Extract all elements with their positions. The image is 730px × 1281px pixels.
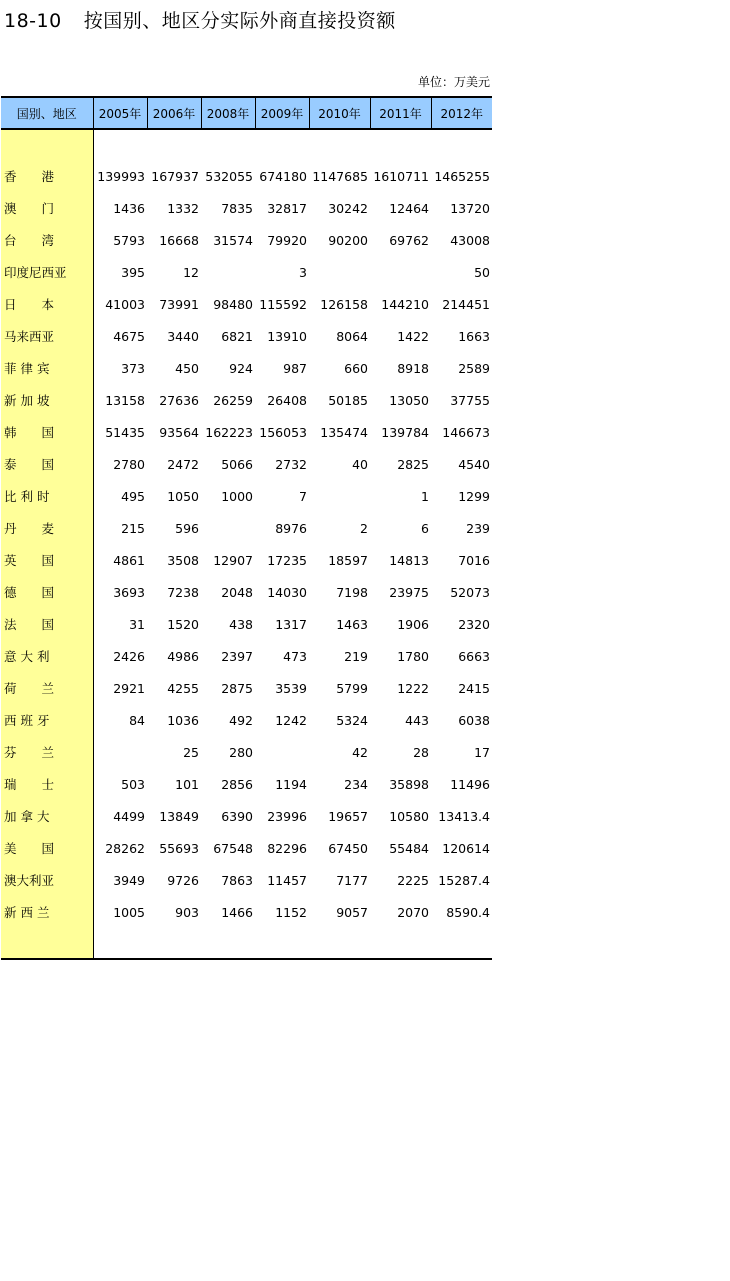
table-row xyxy=(1,416,492,448)
column-header: 2008年 xyxy=(201,97,255,129)
row-label: 泰 国 xyxy=(1,448,93,480)
cell-value: 5793 xyxy=(113,232,145,248)
column-header: 2010年 xyxy=(309,97,370,129)
cell-value: 2472 xyxy=(167,456,199,472)
cell-value: 23975 xyxy=(389,584,429,600)
cell-value: 7177 xyxy=(336,872,368,888)
table-row xyxy=(1,672,492,704)
cell-value: 11496 xyxy=(450,776,490,792)
cell-value: 82296 xyxy=(267,840,307,856)
cell-value: 31 xyxy=(129,616,145,632)
table-row xyxy=(1,608,492,640)
cell-value: 146673 xyxy=(442,424,490,440)
spacer-row xyxy=(1,129,492,160)
cell-value: 280 xyxy=(229,744,253,760)
cell-value: 6 xyxy=(421,520,429,536)
table-row xyxy=(1,256,492,288)
row-label: 荷 兰 xyxy=(1,672,93,704)
cell-value: 1000 xyxy=(221,488,253,504)
cell-value: 67450 xyxy=(328,840,368,856)
cell-value: 50185 xyxy=(328,392,368,408)
row-label: 加 拿 大 xyxy=(1,800,93,832)
table-row xyxy=(1,736,492,768)
cell-value: 7 xyxy=(299,488,307,504)
cell-value: 35898 xyxy=(389,776,429,792)
table-row xyxy=(1,288,492,320)
cell-value: 2048 xyxy=(221,584,253,600)
cell-value xyxy=(255,736,309,768)
cell-value xyxy=(201,256,255,288)
cell-value: 4499 xyxy=(113,808,145,824)
cell-value: 2856 xyxy=(221,776,253,792)
row-label: 瑞 士 xyxy=(1,768,93,800)
cell-value: 2070 xyxy=(397,904,429,920)
cell-value: 2589 xyxy=(458,360,490,376)
column-header: 2009年 xyxy=(255,97,309,129)
page-title xyxy=(4,6,396,33)
table-row xyxy=(1,576,492,608)
row-label: 西 班 牙 xyxy=(1,704,93,736)
cell-value: 19657 xyxy=(328,808,368,824)
cell-value: 987 xyxy=(283,360,307,376)
row-label: 新 西 兰 xyxy=(1,896,93,928)
cell-value: 10580 xyxy=(389,808,429,824)
cell-value: 495 xyxy=(121,488,145,504)
cell-value: 11457 xyxy=(267,872,307,888)
cell-value: 28262 xyxy=(105,840,145,856)
cell-value: 1780 xyxy=(397,648,429,664)
table-row xyxy=(1,704,492,736)
table-row xyxy=(1,160,492,192)
cell-value: 3949 xyxy=(113,872,145,888)
cell-value: 2780 xyxy=(113,456,145,472)
cell-value: 4861 xyxy=(113,552,145,568)
column-header: 2011年 xyxy=(370,97,431,129)
table-row xyxy=(1,384,492,416)
cell-value: 12907 xyxy=(213,552,253,568)
cell-value: 73991 xyxy=(159,296,199,312)
cell-value: 503 xyxy=(121,776,145,792)
cell-value: 13413.4 xyxy=(438,808,490,824)
fdi-table xyxy=(1,96,492,960)
cell-value: 395 xyxy=(121,264,145,280)
cell-value: 6038 xyxy=(458,712,490,728)
row-label: 美 国 xyxy=(1,832,93,864)
table-row xyxy=(1,896,492,928)
header-row xyxy=(1,97,492,129)
cell-value: 84 xyxy=(129,712,145,728)
table-row xyxy=(1,640,492,672)
cell-value: 239 xyxy=(466,520,490,536)
cell-value xyxy=(370,256,431,288)
table-row xyxy=(1,448,492,480)
cell-value: 144210 xyxy=(381,296,429,312)
cell-value: 135474 xyxy=(320,424,368,440)
table-number: 18-10 xyxy=(4,10,62,32)
cell-value: 13910 xyxy=(267,328,307,344)
table-row xyxy=(1,544,492,576)
cell-value: 1317 xyxy=(275,616,307,632)
row-label: 法 国 xyxy=(1,608,93,640)
cell-value: 596 xyxy=(175,520,199,536)
cell-value: 28 xyxy=(413,744,429,760)
cell-value: 27636 xyxy=(159,392,199,408)
cell-value: 532055 xyxy=(205,168,253,184)
cell-value: 660 xyxy=(344,360,368,376)
cell-value: 3508 xyxy=(167,552,199,568)
cell-value: 12 xyxy=(183,264,199,280)
cell-value: 1 xyxy=(421,488,429,504)
cell-value: 9726 xyxy=(167,872,199,888)
cell-value: 25 xyxy=(183,744,199,760)
cell-value: 162223 xyxy=(205,424,253,440)
cell-value: 17235 xyxy=(267,552,307,568)
table-row xyxy=(1,800,492,832)
cell-value: 7016 xyxy=(458,552,490,568)
cell-value: 2320 xyxy=(458,616,490,632)
cell-value: 23996 xyxy=(267,808,307,824)
cell-value: 120614 xyxy=(442,840,490,856)
row-label: 芬 兰 xyxy=(1,736,93,768)
cell-value: 1194 xyxy=(275,776,307,792)
cell-value: 6821 xyxy=(221,328,253,344)
cell-value: 167937 xyxy=(151,168,199,184)
cell-value: 1906 xyxy=(397,616,429,632)
cell-value: 115592 xyxy=(259,296,307,312)
cell-value: 903 xyxy=(175,904,199,920)
cell-value xyxy=(93,736,147,768)
cell-value: 12464 xyxy=(389,200,429,216)
cell-value: 13050 xyxy=(389,392,429,408)
cell-value: 51435 xyxy=(105,424,145,440)
row-label: 澳大利亚 xyxy=(1,864,93,896)
cell-value: 5799 xyxy=(336,680,368,696)
cell-value: 55693 xyxy=(159,840,199,856)
row-label: 意 大 利 xyxy=(1,640,93,672)
row-label: 台 湾 xyxy=(1,224,93,256)
cell-value: 473 xyxy=(283,648,307,664)
cell-value: 42 xyxy=(352,744,368,760)
cell-value: 8918 xyxy=(397,360,429,376)
row-label: 香 港 xyxy=(1,160,93,192)
cell-value: 15287.4 xyxy=(438,872,490,888)
row-label: 印度尼西亚 xyxy=(1,256,93,288)
cell-value: 13720 xyxy=(450,200,490,216)
cell-value: 43008 xyxy=(450,232,490,248)
cell-value: 7238 xyxy=(167,584,199,600)
cell-value: 98480 xyxy=(213,296,253,312)
cell-value: 924 xyxy=(229,360,253,376)
row-label: 德 国 xyxy=(1,576,93,608)
cell-value: 214451 xyxy=(442,296,490,312)
cell-value: 215 xyxy=(121,520,145,536)
cell-value: 2415 xyxy=(458,680,490,696)
cell-value: 219 xyxy=(344,648,368,664)
cell-value: 8976 xyxy=(275,520,307,536)
row-label: 日 本 xyxy=(1,288,93,320)
cell-value: 1332 xyxy=(167,200,199,216)
cell-value: 101 xyxy=(175,776,199,792)
cell-value: 1610711 xyxy=(373,168,429,184)
cell-value: 1466 xyxy=(221,904,253,920)
cell-value: 1436 xyxy=(113,200,145,216)
row-label: 韩 国 xyxy=(1,416,93,448)
cell-value: 67548 xyxy=(213,840,253,856)
cell-value: 93564 xyxy=(159,424,199,440)
cell-value: 674180 xyxy=(259,168,307,184)
cell-value: 2426 xyxy=(113,648,145,664)
cell-value: 4255 xyxy=(167,680,199,696)
cell-value: 1520 xyxy=(167,616,199,632)
row-label: 丹 麦 xyxy=(1,512,93,544)
row-label: 澳 门 xyxy=(1,192,93,224)
cell-value: 139784 xyxy=(381,424,429,440)
cell-value: 3440 xyxy=(167,328,199,344)
cell-value: 26408 xyxy=(267,392,307,408)
cell-value: 4540 xyxy=(458,456,490,472)
cell-value: 4986 xyxy=(167,648,199,664)
column-header: 国别、地区 xyxy=(1,97,93,129)
cell-value: 7198 xyxy=(336,584,368,600)
column-header: 2012年 xyxy=(431,97,492,129)
cell-value: 4675 xyxy=(113,328,145,344)
cell-value: 126158 xyxy=(320,296,368,312)
cell-value: 52073 xyxy=(450,584,490,600)
cell-value: 1005 xyxy=(113,904,145,920)
cell-value: 14030 xyxy=(267,584,307,600)
cell-value: 31574 xyxy=(213,232,253,248)
cell-value: 2732 xyxy=(275,456,307,472)
cell-value: 1147685 xyxy=(312,168,368,184)
row-label: 英 国 xyxy=(1,544,93,576)
bottom-spacer-row xyxy=(1,928,492,959)
cell-value: 90200 xyxy=(328,232,368,248)
cell-value: 79920 xyxy=(267,232,307,248)
cell-value: 18597 xyxy=(328,552,368,568)
cell-value: 1299 xyxy=(458,488,490,504)
cell-value: 1152 xyxy=(275,904,307,920)
cell-value: 69762 xyxy=(389,232,429,248)
cell-value: 40 xyxy=(352,456,368,472)
cell-value: 3693 xyxy=(113,584,145,600)
row-label: 比 利 时 xyxy=(1,480,93,512)
cell-value: 438 xyxy=(229,616,253,632)
unit-label: 单位：万美元 xyxy=(417,75,490,89)
cell-value: 1465255 xyxy=(434,168,490,184)
table-row xyxy=(1,224,492,256)
cell-value: 443 xyxy=(405,712,429,728)
cell-value: 13849 xyxy=(159,808,199,824)
cell-value: 55484 xyxy=(389,840,429,856)
table-row xyxy=(1,480,492,512)
cell-value: 16668 xyxy=(159,232,199,248)
table-row xyxy=(1,352,492,384)
cell-value: 37755 xyxy=(450,392,490,408)
cell-value: 373 xyxy=(121,360,145,376)
cell-value: 2225 xyxy=(397,872,429,888)
cell-value: 32817 xyxy=(267,200,307,216)
table-row xyxy=(1,512,492,544)
cell-value: 41003 xyxy=(105,296,145,312)
cell-value: 5324 xyxy=(336,712,368,728)
cell-value: 13158 xyxy=(105,392,145,408)
cell-value: 1663 xyxy=(458,328,490,344)
cell-value: 450 xyxy=(175,360,199,376)
cell-value: 1463 xyxy=(336,616,368,632)
cell-value: 1036 xyxy=(167,712,199,728)
row-label: 马来西亚 xyxy=(1,320,93,352)
cell-value: 2921 xyxy=(113,680,145,696)
cell-value: 234 xyxy=(344,776,368,792)
cell-value: 7863 xyxy=(221,872,253,888)
cell-value: 9057 xyxy=(336,904,368,920)
cell-value: 139993 xyxy=(97,168,145,184)
cell-value: 2825 xyxy=(397,456,429,472)
cell-value xyxy=(309,480,370,512)
cell-value: 30242 xyxy=(328,200,368,216)
cell-value: 26259 xyxy=(213,392,253,408)
table-row xyxy=(1,832,492,864)
table-row xyxy=(1,320,492,352)
cell-value xyxy=(309,256,370,288)
cell-value: 5066 xyxy=(221,456,253,472)
cell-value: 1050 xyxy=(167,488,199,504)
cell-value: 14813 xyxy=(389,552,429,568)
cell-value: 2397 xyxy=(221,648,253,664)
table-title: 按国别、地区分实际外商直接投资额 xyxy=(83,10,396,32)
cell-value xyxy=(201,512,255,544)
cell-value: 1242 xyxy=(275,712,307,728)
table-row xyxy=(1,768,492,800)
table-row xyxy=(1,864,492,896)
cell-value: 2875 xyxy=(221,680,253,696)
cell-value: 17 xyxy=(474,744,490,760)
cell-value: 3539 xyxy=(275,680,307,696)
cell-value: 8590.4 xyxy=(446,904,490,920)
cell-value: 156053 xyxy=(259,424,307,440)
column-header: 2006年 xyxy=(147,97,201,129)
table-row xyxy=(1,192,492,224)
row-label: 菲 律 宾 xyxy=(1,352,93,384)
row-label: 新 加 坡 xyxy=(1,384,93,416)
cell-value: 1222 xyxy=(397,680,429,696)
cell-value: 492 xyxy=(229,712,253,728)
column-header: 2005年 xyxy=(93,97,147,129)
cell-value: 1422 xyxy=(397,328,429,344)
cell-value: 6663 xyxy=(458,648,490,664)
cell-value: 8064 xyxy=(336,328,368,344)
cell-value: 6390 xyxy=(221,808,253,824)
cell-value: 2 xyxy=(360,520,368,536)
cell-value: 3 xyxy=(299,264,307,280)
cell-value: 7835 xyxy=(221,200,253,216)
cell-value: 50 xyxy=(474,264,490,280)
